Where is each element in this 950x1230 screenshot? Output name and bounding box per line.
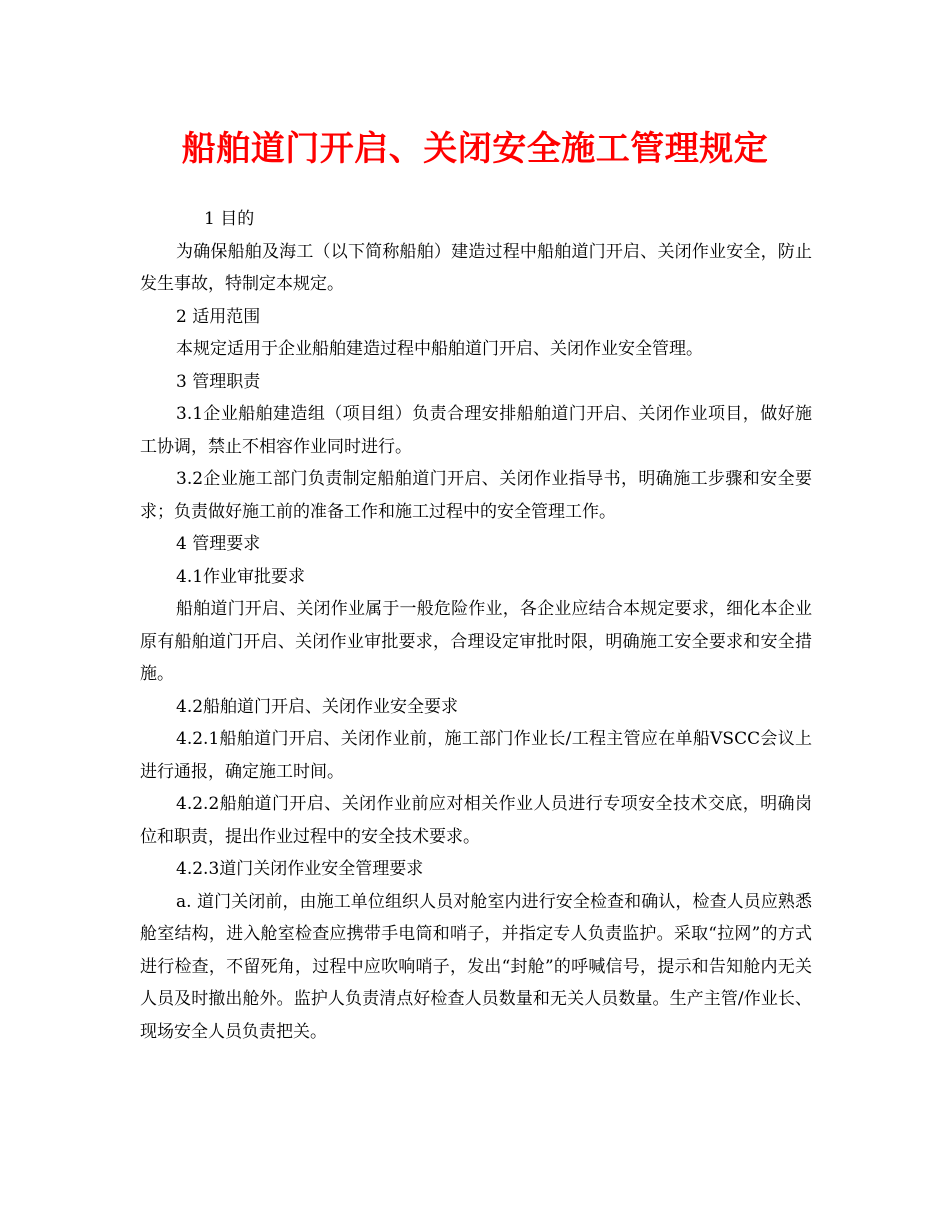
subheading-4-2: 4.2船舶道门开启、关闭作业安全要求 <box>176 696 459 717</box>
section-heading-purpose: 1 目的 <box>204 209 255 229</box>
section-heading-responsibilities: 3 管理职责 <box>176 371 261 392</box>
subheading-4-1: 4.1作业审批要求 <box>176 566 306 587</box>
document-body <box>140 203 812 1048</box>
section-heading-requirements: 4 管理要求 <box>176 534 261 554</box>
paragraph-scope: 本规定适用于企业船舶建造过程中船舶道门开启、关闭作业安全管理。 <box>176 339 703 359</box>
paragraph-4-2-1: 4.2.1船舶道门开启、关闭作业前，施工部门作业长/工程主管应在单船VSCC会议上进行通报，确定施工时间。 <box>140 729 812 782</box>
paragraph-3-2: 3.2企业施工部门负责制定船舶道门开启、关闭作业指导书，明确施工步骤和安全要求；负责做好施工前的准备工作和施工过程中的安全管理工作。 <box>140 469 812 522</box>
subheading-4-2-3: 4.2.3道门关闭作业安全管理要求 <box>176 859 424 879</box>
paragraph-purpose: 为确保船舶及海工（以下简称船舶）建造过程中船舶道门开启、关闭作业安全，防止发生事故，特制定本规定。 <box>140 241 812 294</box>
paragraph-4-2-3-a: a. 道门关闭前，由施工单位组织人员对舱室内进行安全检查和确认，检查人员应熟悉舱室结构，进入舱室检查应携带手电筒和哨子，并指定专人负责监护。采取“拉网”的方式进行检查，不留死角，过程中应吹响哨子，发出“封舱”的呼喊信号，提示和告知舱内无关人员及时撤出舱外。监护人负责清点好检查人员数量和无关人员数量。生产主管/作业长、现场安全人员负责把关。 <box>140 891 812 1042</box>
paragraph-4-2-2: 4.2.2船舶道门开启、关闭作业前应对相关作业人员进行专项安全技术交底，明确岗位和职责，提出作业过程中的安全技术要求。 <box>140 794 812 847</box>
paragraph-3-1: 3.1企业船舶建造组（项目组）负责合理安排船舶道门开启、关闭作业项目，做好施工协调，禁止不相容作业同时进行。 <box>140 404 812 457</box>
paragraph-4-1: 船舶道门开启、关闭作业属于一般危险作业，各企业应结合本规定要求，细化本企业原有船舶道门开启、关闭作业审批要求，合理设定审批时限，明确施工安全要求和安全措施。 <box>140 599 812 684</box>
document-title: 船舶道门开启、关闭安全施工管理规定 <box>181 129 769 169</box>
section-heading-scope: 2 适用范围 <box>176 306 261 327</box>
